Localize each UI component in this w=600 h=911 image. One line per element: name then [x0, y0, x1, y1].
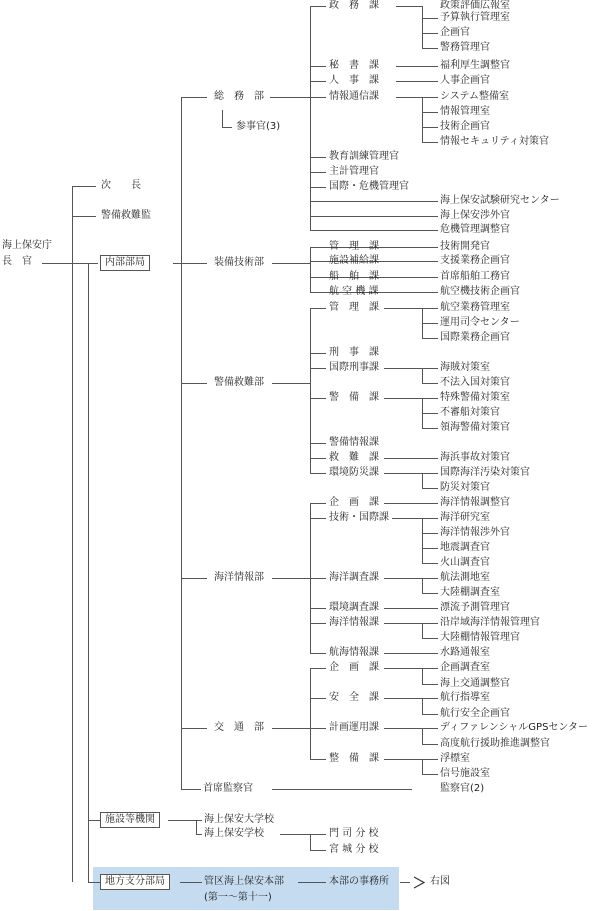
- kaiyo-chousa-child-1: 航法測地室: [440, 572, 490, 583]
- chiho-box: 地方支分部局: [100, 874, 170, 890]
- dept-conn-keibi: [181, 383, 207, 384]
- anzen-vt: [422, 698, 423, 714]
- jinji-child: 人事企画官: [440, 75, 490, 86]
- soumu-c1: [310, 6, 326, 7]
- soubi-shisetsu-child: 支援業務企画官: [440, 255, 510, 266]
- kanri2-h2: [422, 323, 438, 324]
- honbu-line2: (第一～第十一): [204, 892, 272, 903]
- kansatsu-child: 監察官(2): [440, 783, 485, 794]
- chousa-h2: [422, 593, 438, 594]
- seimu-out: [396, 6, 422, 7]
- keibi-kokusai-child-1: 海賊対策室: [440, 362, 490, 373]
- naibu-connector: [72, 263, 98, 264]
- kankyo-vt: [422, 473, 423, 488]
- keibi-kankyo-child-2: 防災対策官: [440, 482, 490, 493]
- dept-trunk: [181, 97, 182, 789]
- kaiyo-kikaku: 企 画 課: [329, 497, 379, 508]
- soumu-c3: [310, 81, 326, 82]
- soumu-c5: [310, 157, 326, 158]
- seimu-vt: [422, 6, 423, 48]
- keibi-name: 警備救難部: [214, 377, 264, 388]
- soubi-kouku: 航 空 機 課: [329, 286, 379, 297]
- root-line2: 長 官: [2, 256, 32, 267]
- inner-trunk: [88, 263, 89, 882]
- joho-child-3: 技術企画官: [440, 121, 490, 132]
- keibi-kyunan-child: 海浜事故対策官: [440, 452, 510, 463]
- soubi-trunk: [310, 247, 311, 292]
- jinji-label: 人 事 課: [329, 75, 379, 86]
- kotsu-seibi-child-2: 信号施設室: [440, 768, 490, 779]
- keibika-h2: [422, 413, 438, 414]
- keibi-c3: [310, 368, 326, 369]
- seibi-vt: [422, 759, 423, 774]
- kaiyo-out: [272, 578, 310, 579]
- soubi-shisetsu: 施設補給課: [329, 255, 379, 266]
- main-trunk: [72, 186, 73, 882]
- jouhou3-vt: [422, 623, 423, 638]
- seimu-h1: [422, 18, 438, 19]
- kaiyo-gijutsu-child-3: 地震調査官: [440, 542, 490, 553]
- kaiyo-kikaku-child: 海洋情報調整官: [440, 497, 510, 508]
- keibi-keibika: 警 備 課: [329, 392, 379, 403]
- seimu-child-2: 予算執行管理室: [440, 12, 510, 23]
- dept-conn-kaiyo: [181, 578, 207, 579]
- keibi-kankyo-child-1: 国際海洋汚染対策官: [440, 467, 530, 478]
- anzen-h2: [422, 714, 438, 715]
- keibika-h3: [422, 428, 438, 429]
- kokusai-out: [384, 368, 438, 369]
- seimu-h3: [422, 48, 438, 49]
- kankyo-out: [384, 473, 438, 474]
- joho-child-1: システム整備室: [440, 91, 509, 102]
- soumu-other-1: 教育訓練管理官: [329, 151, 399, 162]
- kanri2-out: [384, 308, 422, 309]
- kotsu-out: [272, 728, 310, 729]
- kaiyo-kankyo: 環境調査課: [329, 602, 379, 613]
- seimu-child-3: 企画官: [440, 27, 470, 38]
- jimusho-label: 本部の事務所: [329, 876, 389, 887]
- shisetsu-box: 施設等機関: [100, 812, 160, 828]
- kotsu-c3: [310, 728, 326, 729]
- kotsu-kikaku-child-2: 海上交通調整官: [440, 678, 510, 689]
- reference-label: 右図: [430, 876, 450, 887]
- sanji-v: [222, 110, 223, 127]
- hisho-label: 秘 書 課: [329, 60, 379, 71]
- kotsu-trunk: [310, 668, 311, 759]
- soumu-direct-1: 海上保安試験研究センター: [440, 195, 560, 206]
- keibi-c4: [310, 398, 326, 399]
- dept-conn-kotsu: [181, 728, 207, 729]
- right-arrow-icon: [408, 876, 426, 889]
- root-connector: [42, 263, 72, 264]
- kaiyo-gijutsu-child-2: 海洋情報渉外官: [440, 527, 510, 538]
- chiho-connector: [88, 882, 100, 883]
- honbu-line1: 管区海上保安本部: [204, 876, 284, 887]
- keibi-kanri: 管 理 課: [329, 302, 379, 313]
- keibi-kokusai-child-2: 不法入国対策官: [440, 377, 510, 388]
- kaiyo-c6: [310, 653, 326, 654]
- kansatsu-child-line: [272, 789, 412, 790]
- dept-conn-soubi: [181, 263, 207, 264]
- gakko-label: 海上保安学校: [204, 828, 264, 839]
- joho-out: [396, 97, 438, 98]
- kansatsu-name: 首席監察官: [203, 783, 253, 794]
- kikaku4-vt: [422, 668, 423, 684]
- vice-commandant: 次 長: [101, 180, 141, 191]
- soubi-senpaku: 船 舶 課: [329, 271, 379, 282]
- seibi-h2: [422, 774, 438, 775]
- kotsu-seibi-child-1: 浮標室: [440, 753, 470, 764]
- soumu-d1: [310, 201, 438, 202]
- keibi-kanri-child-1: 航空業務管理室: [440, 302, 510, 313]
- miyagi-label: 宮 城 分 校: [329, 844, 379, 855]
- seimu-child-4: 警務管理官: [440, 42, 490, 53]
- joho-label: 情報通信課: [329, 91, 379, 102]
- kaiyo-c4: [310, 608, 326, 609]
- keibi-out: [272, 383, 310, 384]
- keibi-keiji: 刑 事 課: [329, 347, 379, 358]
- kotsu-name: 交 通 部: [214, 722, 264, 733]
- soumu-direct-2: 海上保安渉外官: [440, 210, 510, 221]
- anzen-out: [384, 698, 438, 699]
- kikaku3-out: [384, 503, 438, 504]
- keikaku-out: [384, 728, 438, 729]
- soubi-kanri: 管 理 課: [329, 241, 379, 252]
- hisho-out: [396, 66, 438, 67]
- kaiyo-jouhou-child-1: 沿岸域海洋情報管理官: [440, 617, 540, 628]
- kaiyo-gijutsu-child-1: 海洋研究室: [440, 512, 490, 523]
- kaiyo-c1: [310, 503, 326, 504]
- soumu-c2: [310, 66, 326, 67]
- rescue-supervisor: 警備救難監: [101, 210, 151, 221]
- dept-conn-kansatsu: [181, 789, 201, 790]
- kaiyo-gijutsu-child-4: 火山調査官: [440, 557, 490, 568]
- kotsu-kikaku-child-1: 企画調査室: [440, 662, 490, 673]
- naibu-box: 内部部局: [100, 255, 150, 271]
- soumu-other-3: 国際・危機管理官: [329, 181, 409, 192]
- sanji-label: 参事官(3): [236, 121, 281, 132]
- kaiyo-jouhou: 海洋情報課: [329, 617, 379, 628]
- kotsu-kikaku: 企 画 課: [329, 662, 379, 673]
- kanri2-h1: [422, 308, 438, 309]
- kotsu-c2: [310, 698, 326, 699]
- gakko-h2: [310, 850, 326, 851]
- jinji-out: [396, 81, 438, 82]
- soumu-d3: [310, 230, 438, 231]
- sanji-h: [222, 127, 232, 128]
- kotsu-c1: [310, 668, 326, 669]
- seimu-child-1: 政策評価広報室: [440, 0, 510, 11]
- soubi-kouku-child: 航空機技術企画官: [440, 286, 520, 297]
- kokusai-vt: [422, 368, 423, 383]
- gijutsu-h3: [422, 548, 438, 549]
- keibi-trunk: [310, 308, 311, 473]
- keibi-jouhou: 警備情報課: [329, 437, 379, 448]
- keibi-kyunan: 救 難 課: [329, 452, 379, 463]
- kotsu-anzen: 安 全 課: [329, 692, 379, 703]
- kokai-out: [384, 653, 438, 654]
- seibi-out: [384, 759, 438, 760]
- joho-child-2: 情報管理室: [440, 106, 490, 117]
- kotsu-seibi: 整 備 課: [329, 753, 379, 764]
- kaiyo-jouhou-child-2: 大陸棚情報管理官: [440, 632, 520, 643]
- gijutsu-out: [392, 518, 438, 519]
- kikaku4-out: [384, 668, 438, 669]
- soubi-name: 装備技術部: [214, 257, 264, 268]
- keibi-kokusai: 国際刑事課: [329, 362, 379, 373]
- kanri2-h3: [422, 338, 438, 339]
- keibi-kanri-child-2: 運用司令センター: [440, 317, 520, 328]
- shisetsu-h2: [196, 834, 202, 835]
- rescue-connector: [72, 216, 96, 217]
- keibika-out: [384, 398, 438, 399]
- jouhou3-out: [384, 623, 438, 624]
- soumu-out: [270, 97, 310, 98]
- kankyo3-out: [384, 608, 438, 609]
- root-line1: 海上保安庁: [2, 240, 52, 251]
- keibi-keibika-child-3: 領海警備対策官: [440, 422, 510, 433]
- jouhou3-h2: [422, 638, 438, 639]
- keibi-c1: [310, 308, 326, 309]
- kotsu-anzen-child-1: 航行指導室: [440, 692, 490, 703]
- seimu-label: 政 務 課: [329, 0, 379, 11]
- vice-connector: [72, 186, 96, 187]
- soubi-out: [272, 263, 310, 264]
- kotsu-keikaku: 計画運用課: [329, 722, 379, 733]
- kikaku4-h2: [422, 684, 438, 685]
- gijutsu-h4: [422, 563, 438, 564]
- joho-h1: [422, 112, 438, 113]
- soumu-other-2: 主計管理官: [329, 166, 379, 177]
- kaiyo-c5: [310, 623, 326, 624]
- kotsu-anzen-child-2: 航行安全企画官: [440, 708, 510, 719]
- kotsu-keikaku-child-1: ディファレンシャルGPSセンター: [440, 722, 589, 733]
- kotsu-c4: [310, 759, 326, 760]
- kaiyo-kankyo-child: 漂流予測管理官: [440, 602, 510, 613]
- keibi-c6: [310, 458, 326, 459]
- keibi-kankyo: 環境防災課: [329, 467, 379, 478]
- chousa-out: [384, 578, 438, 579]
- soumu-trunk: [310, 6, 311, 230]
- kaiyo-gijutsu: 技術・国際課: [329, 512, 389, 523]
- soumu-c7: [310, 187, 326, 188]
- soumu-c6: [310, 172, 326, 173]
- chousa-vt: [422, 578, 423, 593]
- soubi-kanri-child: 技術開発官: [440, 241, 490, 252]
- keibi-keibika-child-2: 不審船対策官: [440, 407, 500, 418]
- kaiyo-kokai: 航海情報課: [329, 647, 379, 658]
- kotsu-keikaku-child-2: 高度航行援助推進調整官: [440, 738, 550, 749]
- gijutsu-vt: [422, 518, 423, 563]
- keikaku-h2: [422, 744, 438, 745]
- kaiyo-name: 海洋情報部: [214, 572, 264, 583]
- shisetsu-vt: [196, 820, 197, 834]
- keibi-kanri-child-3: 国際業務企画官: [440, 332, 510, 343]
- keibi-keibika-child-1: 特殊警備対策室: [440, 392, 510, 403]
- gakko-vt: [310, 834, 311, 850]
- soumu-direct-3: 危機管理調整官: [440, 224, 510, 235]
- joho-h3: [422, 142, 438, 143]
- keibi-c2: [310, 353, 326, 354]
- kaiyo-c2: [310, 518, 326, 519]
- soumu-name: 総 務 部: [214, 91, 264, 102]
- gijutsu-h2: [422, 533, 438, 534]
- seimu-h2: [422, 33, 438, 34]
- joho-vt: [422, 97, 423, 142]
- soumu-c4: [310, 97, 326, 98]
- keibi-c7: [310, 473, 326, 474]
- joho-child-4: 情報セキュリティ対策官: [440, 136, 549, 147]
- kaiyo-c3: [310, 578, 326, 579]
- honbu-out: [298, 882, 326, 883]
- kokusai-h2: [422, 383, 438, 384]
- naibu-to-dept: [173, 263, 181, 264]
- kaiyo-kokai-child: 水路通報室: [440, 647, 490, 658]
- hisho-child: 福利厚生調整官: [440, 60, 510, 71]
- shisetsu-connector: [88, 820, 100, 821]
- keikaku-vt: [422, 728, 423, 744]
- chiho-out: [180, 882, 202, 883]
- dept-conn-soumu: [181, 97, 207, 98]
- kaiyo-chousa-child-2: 大陸棚調査室: [440, 587, 500, 598]
- joho-h2: [422, 127, 438, 128]
- soumu-d2: [310, 216, 438, 217]
- keibi-c5: [310, 443, 326, 444]
- kyunan-out: [384, 458, 438, 459]
- soubi-senpaku-child: 首席船舶工務官: [440, 271, 510, 282]
- kankyo-h2: [422, 488, 438, 489]
- kaiyo-chousa: 海洋調査課: [329, 572, 379, 583]
- gakko-out: [280, 834, 326, 835]
- daigaku-label: 海上保安大学校: [204, 814, 274, 825]
- moji-label: 門 司 分 校: [329, 828, 379, 839]
